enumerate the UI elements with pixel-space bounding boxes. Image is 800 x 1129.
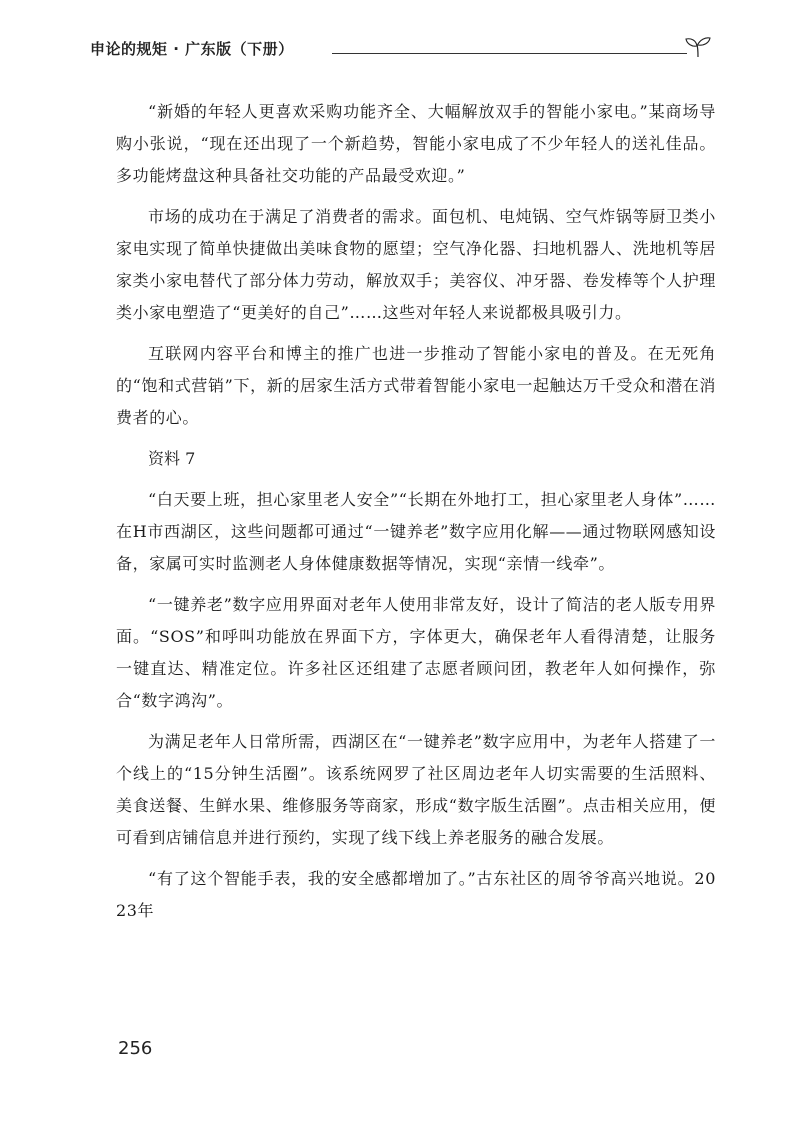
paragraph: 互联网内容平台和博主的推广也进一步推动了智能小家电的普及。在无死角的“饱和式营销”下，新的居家生活方式带着智能小家电一起触达万千受众和潜在消费者的心。 (116, 344, 716, 427)
header-rule (332, 53, 687, 54)
paragraph: “白天要上班，担心家里老人安全”“长期在外地打工，担心家里老人身体”……在H市西湖区，这些问题都可通过“一键养老”数字应用化解——通过物联网感知设备，家属可实时监测老人身体健康数据等情况，实现“亲情一线牵”。 (116, 490, 716, 573)
running-header (90, 38, 720, 62)
header-title: 申论的规矩 · 广东版（下册） (90, 40, 294, 58)
sprout-icon (684, 36, 712, 58)
paragraph: 市场的成功在于满足了消费者的需求。面包机、电炖锅、空气炸锅等厨卫类小家电实现了简单快捷做出美味食物的愿望；空气净化器、扫地机器人、洗地机等居家类小家电替代了部分体力劳动，解放双手；美容仪、冲牙器、卷发棒等个人护理类小家电塑造了“更美好的自己”……这些对年轻人来说都极具吸引力。 (116, 207, 716, 322)
paragraph: 为满足老年人日常所需，西湖区在“一键养老”数字应用中，为老年人搭建了一个线上的“15分钟生活圈”。该系统网罗了社区周边老年人切实需要的生活照料、美食送餐、生鲜水果、维修服务等商家，形成“数字版生活圈”。点击相关应用，便可看到店铺信息并进行预约，实现了线下线上养老服务的融合发展。 (116, 732, 716, 847)
paragraph: “新婚的年轻人更喜欢采购功能齐全、大幅解放双手的智能小家电。”某商场导购小张说，“现在还出现了一个新趋势，智能小家电成了不少年轻人的送礼佳品。多功能烤盘这种具备社交功能的产品最受欢迎。” (116, 102, 716, 185)
section-heading: 资料 7 (148, 449, 196, 468)
page-number: 256 (118, 1038, 153, 1059)
paragraph: “有了这个智能手表，我的安全感都增加了。”古东社区的周爷爷高兴地说。2023年 (116, 869, 716, 920)
page-body (116, 96, 716, 936)
paragraph: “一键养老”数字应用界面对老年人使用非常友好，设计了简洁的老人版专用界面。“SOS”和呼叫功能放在界面下方，字体更大，确保老年人看得清楚，让服务一键直达、精准定位。许多社区还组建了志愿者顾问团，教老年人如何操作，弥合“数字鸿沟”。 (116, 595, 716, 710)
